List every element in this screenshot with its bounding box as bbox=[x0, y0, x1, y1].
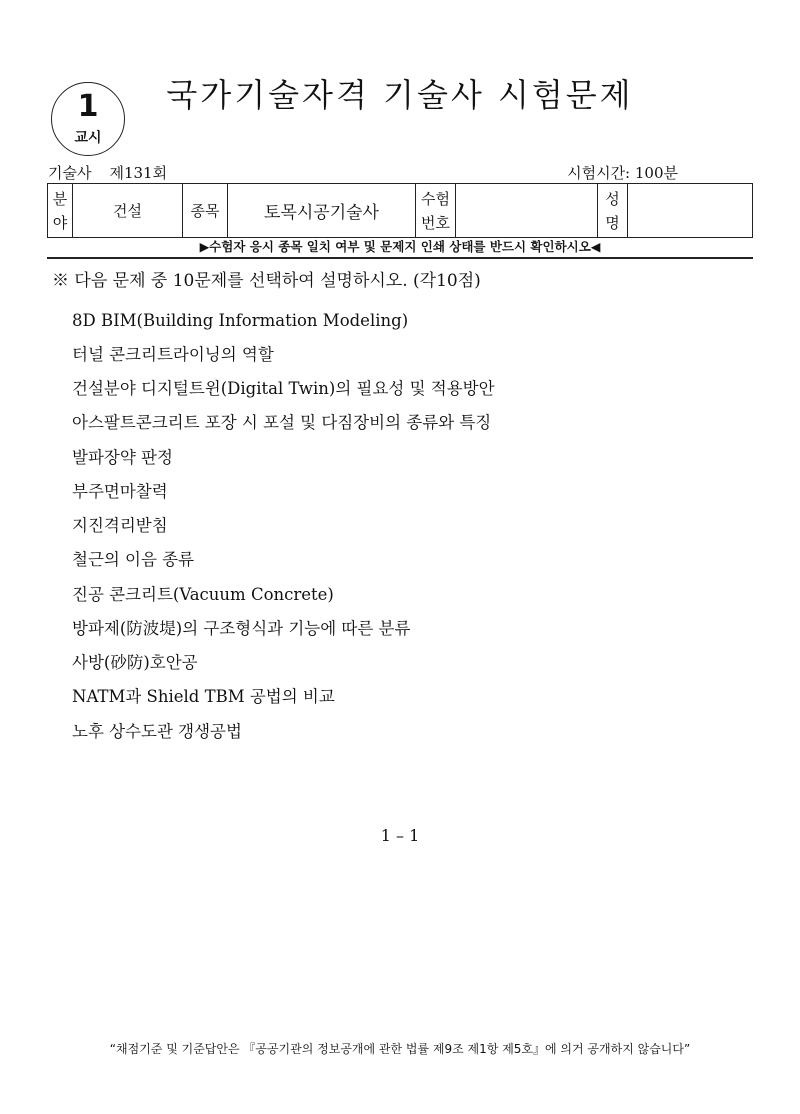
exam-info-table bbox=[47, 183, 753, 238]
name-label bbox=[598, 184, 628, 237]
question-text: 부주면마찰력 bbox=[72, 482, 168, 501]
field-value: 건설 bbox=[73, 184, 183, 237]
question-text: 아스팔트콘크리트 포장 시 포설 및 다짐장비의 종류와 특징 bbox=[72, 413, 492, 432]
session-unit: 교시 bbox=[74, 130, 102, 146]
category-label: 종목 bbox=[183, 184, 228, 237]
question-text: 방파제(防波堤)의 구조형식과 기능에 따른 분류 bbox=[72, 619, 411, 638]
exam-grade: 기술사 bbox=[48, 164, 92, 182]
field-label bbox=[48, 184, 73, 237]
exam-round: 제131회 bbox=[109, 164, 168, 182]
name-field[interactable] bbox=[628, 184, 752, 237]
question-text: NATM과 Shield TBM 공법의 비교 bbox=[72, 687, 335, 706]
question-text: 발파장약 판정 bbox=[72, 448, 173, 467]
exam-number-label bbox=[416, 184, 456, 237]
session-badge bbox=[51, 82, 125, 156]
question-text: 사방(砂防)호안공 bbox=[72, 653, 198, 672]
session-number: 1 bbox=[77, 89, 99, 124]
exam-number-field[interactable] bbox=[456, 184, 598, 237]
exam-grade-round bbox=[48, 162, 167, 183]
question-text: 철근의 이음 종류 bbox=[72, 550, 195, 569]
field-label-top: 분 bbox=[52, 189, 68, 208]
question-text: 진공 콘크리트(Vacuum Concrete) bbox=[72, 585, 334, 604]
field-label-bottom: 야 bbox=[52, 213, 68, 232]
exam-number-label-top: 수험 bbox=[421, 189, 450, 208]
name-label-top: 성 bbox=[605, 189, 620, 208]
instruction-text: ※ 다음 문제 중 10문제를 선택하여 설명하시오. (각10점) bbox=[52, 271, 481, 291]
page-number: 1 – 1 bbox=[380, 826, 420, 845]
question-text: 지진격리받침 bbox=[72, 516, 168, 535]
exam-number-label-bottom: 번호 bbox=[421, 213, 450, 232]
divider bbox=[47, 257, 753, 259]
exam-title: 국가기술자격 기술사 시험문제 bbox=[166, 76, 634, 114]
check-notice: ▶수험자 응시 종목 일치 여부 및 문제지 인쇄 상태를 반드시 확인하시오◀ bbox=[199, 239, 601, 254]
exam-time: 시험시간: 100분 bbox=[567, 164, 678, 182]
disclosure-footer: “채점기준 및 기준답안은 『공공기관의 정보공개에 관한 법률 제9조 제1항 제5호』에 의거 공개하지 않습니다” bbox=[109, 1042, 691, 1056]
question-text: 8D BIM(Building Information Modeling) bbox=[72, 311, 409, 330]
name-label-bottom: 명 bbox=[605, 213, 620, 232]
question-text: 노후 상수도관 갱생공법 bbox=[72, 722, 242, 741]
category-value: 토목시공기술사 bbox=[228, 184, 416, 237]
question-text: 건설분야 디지털트윈(Digital Twin)의 필요성 및 적용방안 bbox=[72, 379, 495, 398]
question-text: 터널 콘크리트라이닝의 역할 bbox=[72, 345, 274, 364]
